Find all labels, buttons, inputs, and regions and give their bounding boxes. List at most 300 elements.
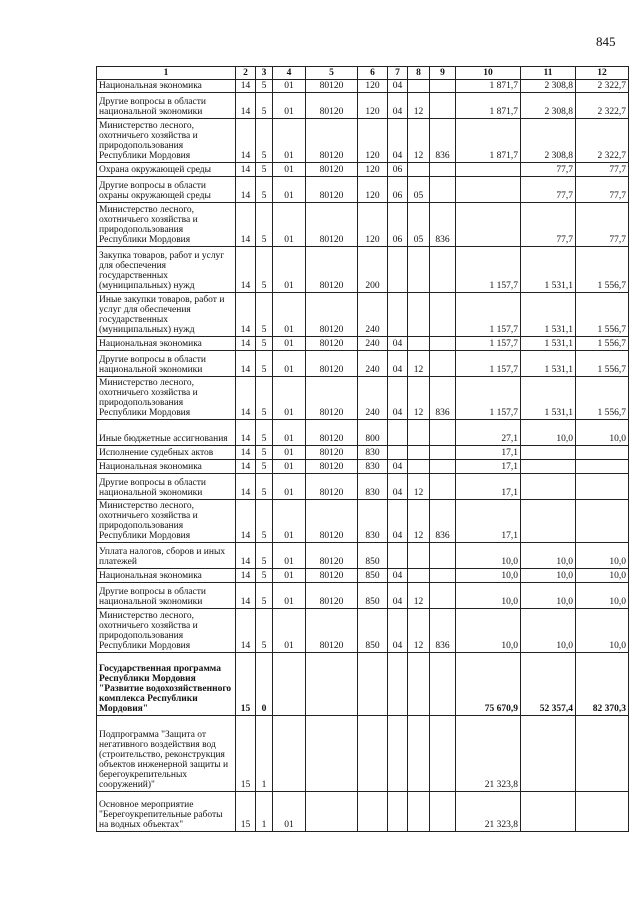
row-value-cell bbox=[521, 474, 576, 500]
row-value-cell: 830 bbox=[358, 460, 388, 474]
row-value-cell: 77,7 bbox=[521, 203, 576, 247]
page-number: 845 bbox=[596, 34, 616, 49]
row-value-cell bbox=[456, 203, 521, 247]
row-value-cell: 01 bbox=[273, 293, 306, 337]
row-label-cell: Закупка товаров, работ и услуг для обеспечения государственных (муниципальных) нужд bbox=[97, 247, 236, 293]
row-value-cell: 1 531,1 bbox=[521, 351, 576, 377]
row-label-cell: Другие вопросы в области национальной экономики bbox=[97, 93, 236, 119]
row-value-cell: 836 bbox=[430, 609, 456, 653]
row-value-cell bbox=[430, 792, 456, 832]
row-value-cell: 04 bbox=[388, 569, 408, 583]
row-value-cell bbox=[576, 500, 629, 543]
row-value-cell: 830 bbox=[358, 500, 388, 543]
row-value-cell bbox=[408, 716, 430, 792]
row-value-cell bbox=[521, 716, 576, 792]
row-value-cell: 80120 bbox=[306, 177, 358, 203]
row-value-cell: 15 bbox=[236, 792, 256, 832]
column-header: 12 bbox=[576, 67, 629, 80]
row-value-cell bbox=[358, 716, 388, 792]
row-value-cell bbox=[576, 460, 629, 474]
row-value-cell bbox=[388, 420, 408, 446]
row-value-cell bbox=[430, 420, 456, 446]
row-value-cell: 15 bbox=[236, 653, 256, 716]
row-value-cell: 830 bbox=[358, 446, 388, 460]
row-value-cell: 80120 bbox=[306, 203, 358, 247]
row-value-cell bbox=[408, 446, 430, 460]
row-value-cell: 77,7 bbox=[521, 163, 576, 177]
row-value-cell: 12 bbox=[408, 583, 430, 609]
row-value-cell: 80120 bbox=[306, 351, 358, 377]
row-value-cell bbox=[430, 163, 456, 177]
row-value-cell: 850 bbox=[358, 569, 388, 583]
table-row bbox=[97, 377, 629, 420]
table-row bbox=[97, 474, 629, 500]
row-value-cell bbox=[408, 792, 430, 832]
row-value-cell: 01 bbox=[273, 377, 306, 420]
row-value-cell: 120 bbox=[358, 119, 388, 163]
row-value-cell: 800 bbox=[358, 420, 388, 446]
row-value-cell: 14 bbox=[236, 163, 256, 177]
row-value-cell: 5 bbox=[256, 163, 273, 177]
column-header: 7 bbox=[388, 67, 408, 80]
row-value-cell: 14 bbox=[236, 293, 256, 337]
row-value-cell bbox=[388, 792, 408, 832]
row-value-cell bbox=[521, 460, 576, 474]
row-value-cell bbox=[273, 653, 306, 716]
row-label-cell: Национальная экономика bbox=[97, 460, 236, 474]
row-value-cell: 0 bbox=[256, 653, 273, 716]
row-label-cell: Основное мероприятие "Берегоукрепительные работы на водных объектах" bbox=[97, 792, 236, 832]
row-value-cell: 2 308,8 bbox=[521, 80, 576, 93]
row-value-cell bbox=[430, 177, 456, 203]
row-value-cell: 5 bbox=[256, 420, 273, 446]
row-value-cell: 10,0 bbox=[521, 420, 576, 446]
table-row bbox=[97, 583, 629, 609]
row-value-cell: 240 bbox=[358, 293, 388, 337]
row-value-cell: 10,0 bbox=[521, 583, 576, 609]
row-value-cell: 01 bbox=[273, 337, 306, 351]
row-label-cell: Министерство лесного, охотничьего хозяйства и природопользования Республики Мордовия bbox=[97, 609, 236, 653]
row-value-cell: 01 bbox=[273, 543, 306, 569]
row-value-cell: 5 bbox=[256, 460, 273, 474]
row-value-cell: 01 bbox=[273, 583, 306, 609]
row-value-cell: 80120 bbox=[306, 583, 358, 609]
row-value-cell: 80120 bbox=[306, 163, 358, 177]
row-value-cell: 1 157,7 bbox=[456, 247, 521, 293]
row-value-cell: 80120 bbox=[306, 337, 358, 351]
row-value-cell: 10,0 bbox=[576, 609, 629, 653]
row-label-cell: Иные закупки товаров, работ и услуг для обеспечения государственных (муниципальных) нужд bbox=[97, 293, 236, 337]
row-value-cell bbox=[430, 474, 456, 500]
row-value-cell bbox=[408, 569, 430, 583]
row-value-cell: 2 322,7 bbox=[576, 80, 629, 93]
row-value-cell bbox=[430, 337, 456, 351]
row-value-cell: 5 bbox=[256, 351, 273, 377]
table-row bbox=[97, 716, 629, 792]
row-value-cell: 80120 bbox=[306, 609, 358, 653]
row-value-cell: 04 bbox=[388, 460, 408, 474]
row-value-cell: 5 bbox=[256, 293, 273, 337]
row-value-cell: 120 bbox=[358, 163, 388, 177]
row-value-cell: 830 bbox=[358, 474, 388, 500]
row-label-cell: Государственная программа Республики Мордовия "Развитие водохозяйственного комплекса Республики Мордовия" bbox=[97, 653, 236, 716]
row-value-cell: 80120 bbox=[306, 247, 358, 293]
row-value-cell bbox=[456, 163, 521, 177]
row-value-cell bbox=[430, 293, 456, 337]
row-value-cell bbox=[388, 653, 408, 716]
row-value-cell: 1 157,7 bbox=[456, 351, 521, 377]
row-value-cell: 10,0 bbox=[521, 609, 576, 653]
row-value-cell: 01 bbox=[273, 247, 306, 293]
row-value-cell: 14 bbox=[236, 93, 256, 119]
row-value-cell bbox=[388, 446, 408, 460]
column-header: 5 bbox=[306, 67, 358, 80]
row-value-cell: 04 bbox=[388, 377, 408, 420]
row-label-cell: Уплата налогов, сборов и иных платежей bbox=[97, 543, 236, 569]
row-value-cell: 52 357,4 bbox=[521, 653, 576, 716]
row-value-cell: 1 871,7 bbox=[456, 93, 521, 119]
table-row bbox=[97, 609, 629, 653]
row-value-cell: 5 bbox=[256, 543, 273, 569]
row-value-cell: 1 157,7 bbox=[456, 337, 521, 351]
table-row bbox=[97, 203, 629, 247]
row-value-cell bbox=[576, 446, 629, 460]
row-value-cell: 01 bbox=[273, 80, 306, 93]
row-value-cell: 04 bbox=[388, 337, 408, 351]
row-value-cell bbox=[430, 80, 456, 93]
row-value-cell bbox=[388, 543, 408, 569]
row-value-cell: 850 bbox=[358, 583, 388, 609]
row-value-cell: 1 556,7 bbox=[576, 377, 629, 420]
row-value-cell: 5 bbox=[256, 337, 273, 351]
column-header: 9 bbox=[430, 67, 456, 80]
row-value-cell: 14 bbox=[236, 446, 256, 460]
row-value-cell: 01 bbox=[273, 177, 306, 203]
row-value-cell: 12 bbox=[408, 119, 430, 163]
row-value-cell bbox=[306, 716, 358, 792]
row-value-cell: 04 bbox=[388, 93, 408, 119]
row-value-cell: 01 bbox=[273, 446, 306, 460]
row-value-cell: 120 bbox=[358, 177, 388, 203]
row-value-cell: 14 bbox=[236, 583, 256, 609]
column-header: 1 bbox=[97, 67, 236, 80]
column-header: 11 bbox=[521, 67, 576, 80]
row-value-cell: 05 bbox=[408, 203, 430, 247]
header-row bbox=[97, 67, 629, 80]
table-row bbox=[97, 177, 629, 203]
row-value-cell: 5 bbox=[256, 93, 273, 119]
row-value-cell: 5 bbox=[256, 474, 273, 500]
row-label-cell: Исполнение судебных актов bbox=[97, 446, 236, 460]
row-value-cell: 240 bbox=[358, 337, 388, 351]
row-value-cell: 5 bbox=[256, 609, 273, 653]
row-value-cell: 5 bbox=[256, 247, 273, 293]
row-value-cell: 80120 bbox=[306, 377, 358, 420]
row-value-cell: 5 bbox=[256, 80, 273, 93]
row-value-cell: 01 bbox=[273, 163, 306, 177]
row-value-cell: 04 bbox=[388, 80, 408, 93]
row-value-cell: 1 157,7 bbox=[456, 293, 521, 337]
row-value-cell: 14 bbox=[236, 351, 256, 377]
row-value-cell: 04 bbox=[388, 609, 408, 653]
row-value-cell bbox=[408, 247, 430, 293]
row-value-cell: 17,1 bbox=[456, 500, 521, 543]
row-value-cell: 14 bbox=[236, 203, 256, 247]
row-value-cell: 01 bbox=[273, 119, 306, 163]
row-value-cell: 06 bbox=[388, 203, 408, 247]
row-value-cell: 80120 bbox=[306, 460, 358, 474]
row-label-cell: Министерство лесного, охотничьего хозяйства и природопользования Республики Мордовия bbox=[97, 203, 236, 247]
row-value-cell: 77,7 bbox=[576, 177, 629, 203]
row-value-cell bbox=[521, 446, 576, 460]
row-value-cell bbox=[408, 460, 430, 474]
row-value-cell: 01 bbox=[273, 420, 306, 446]
row-value-cell: 82 370,3 bbox=[576, 653, 629, 716]
row-value-cell: 1 556,7 bbox=[576, 351, 629, 377]
row-value-cell: 80120 bbox=[306, 119, 358, 163]
row-value-cell: 80120 bbox=[306, 474, 358, 500]
row-value-cell: 14 bbox=[236, 177, 256, 203]
row-value-cell bbox=[388, 247, 408, 293]
row-value-cell: 04 bbox=[388, 583, 408, 609]
row-value-cell: 80120 bbox=[306, 93, 358, 119]
row-value-cell bbox=[408, 163, 430, 177]
column-header: 3 bbox=[256, 67, 273, 80]
row-value-cell: 10,0 bbox=[576, 420, 629, 446]
table-row bbox=[97, 792, 629, 832]
row-value-cell: 04 bbox=[388, 351, 408, 377]
row-value-cell: 836 bbox=[430, 377, 456, 420]
row-value-cell: 2 308,8 bbox=[521, 119, 576, 163]
row-value-cell: 10,0 bbox=[456, 543, 521, 569]
column-header: 4 bbox=[273, 67, 306, 80]
row-value-cell: 14 bbox=[236, 119, 256, 163]
row-value-cell bbox=[430, 247, 456, 293]
row-value-cell bbox=[273, 716, 306, 792]
row-value-cell: 12 bbox=[408, 377, 430, 420]
row-value-cell: 240 bbox=[358, 351, 388, 377]
row-value-cell: 1 157,7 bbox=[456, 377, 521, 420]
row-value-cell: 17,1 bbox=[456, 460, 521, 474]
row-value-cell: 12 bbox=[408, 351, 430, 377]
row-value-cell: 21 323,8 bbox=[456, 792, 521, 832]
row-value-cell bbox=[576, 792, 629, 832]
row-value-cell: 1 bbox=[256, 792, 273, 832]
row-value-cell: 1 bbox=[256, 716, 273, 792]
row-label-cell: Министерство лесного, охотничьего хозяйства и природопользования Республики Мордовия bbox=[97, 119, 236, 163]
table-body bbox=[97, 80, 629, 832]
row-value-cell: 04 bbox=[388, 500, 408, 543]
row-value-cell: 75 670,9 bbox=[456, 653, 521, 716]
table-row bbox=[97, 653, 629, 716]
column-header: 10 bbox=[456, 67, 521, 80]
row-value-cell: 80120 bbox=[306, 543, 358, 569]
row-value-cell: 836 bbox=[430, 119, 456, 163]
row-value-cell: 14 bbox=[236, 569, 256, 583]
row-value-cell: 10,0 bbox=[521, 543, 576, 569]
row-value-cell bbox=[430, 716, 456, 792]
row-value-cell: 10,0 bbox=[456, 583, 521, 609]
row-value-cell: 5 bbox=[256, 119, 273, 163]
row-value-cell: 80120 bbox=[306, 500, 358, 543]
row-value-cell: 80120 bbox=[306, 80, 358, 93]
row-value-cell: 01 bbox=[273, 569, 306, 583]
row-value-cell: 10,0 bbox=[576, 569, 629, 583]
row-value-cell: 2 322,7 bbox=[576, 119, 629, 163]
row-value-cell: 77,7 bbox=[576, 203, 629, 247]
row-value-cell: 10,0 bbox=[456, 609, 521, 653]
row-value-cell: 200 bbox=[358, 247, 388, 293]
row-value-cell: 1 531,1 bbox=[521, 377, 576, 420]
row-value-cell: 14 bbox=[236, 474, 256, 500]
row-value-cell: 1 871,7 bbox=[456, 119, 521, 163]
row-value-cell: 12 bbox=[408, 474, 430, 500]
budget-table bbox=[96, 66, 629, 832]
row-value-cell: 14 bbox=[236, 80, 256, 93]
row-value-cell bbox=[430, 351, 456, 377]
row-value-cell bbox=[430, 583, 456, 609]
row-value-cell: 01 bbox=[273, 203, 306, 247]
row-value-cell bbox=[430, 569, 456, 583]
table-row bbox=[97, 93, 629, 119]
table-row bbox=[97, 247, 629, 293]
row-label-cell: Министерство лесного, охотничьего хозяйства и природопользования Республики Мордовия bbox=[97, 377, 236, 420]
row-value-cell: 14 bbox=[236, 500, 256, 543]
row-value-cell: 12 bbox=[408, 609, 430, 653]
row-value-cell: 5 bbox=[256, 377, 273, 420]
row-value-cell: 5 bbox=[256, 177, 273, 203]
row-value-cell: 80120 bbox=[306, 569, 358, 583]
row-value-cell: 06 bbox=[388, 163, 408, 177]
row-value-cell bbox=[430, 543, 456, 569]
row-value-cell bbox=[456, 177, 521, 203]
row-value-cell bbox=[408, 653, 430, 716]
row-value-cell bbox=[430, 446, 456, 460]
row-value-cell: 14 bbox=[236, 377, 256, 420]
column-header: 6 bbox=[358, 67, 388, 80]
row-value-cell: 2 322,7 bbox=[576, 93, 629, 119]
row-value-cell: 01 bbox=[273, 351, 306, 377]
row-value-cell bbox=[358, 653, 388, 716]
row-value-cell bbox=[408, 337, 430, 351]
row-value-cell bbox=[430, 460, 456, 474]
table-row bbox=[97, 163, 629, 177]
row-value-cell: 1 871,7 bbox=[456, 80, 521, 93]
row-value-cell: 14 bbox=[236, 609, 256, 653]
row-value-cell: 10,0 bbox=[576, 583, 629, 609]
table-row bbox=[97, 500, 629, 543]
table-row bbox=[97, 543, 629, 569]
row-value-cell: 2 308,8 bbox=[521, 93, 576, 119]
row-label-cell: Национальная экономика bbox=[97, 569, 236, 583]
row-value-cell: 77,7 bbox=[576, 163, 629, 177]
row-value-cell: 120 bbox=[358, 93, 388, 119]
row-value-cell: 01 bbox=[273, 460, 306, 474]
row-value-cell: 836 bbox=[430, 500, 456, 543]
row-value-cell: 01 bbox=[273, 609, 306, 653]
row-value-cell: 836 bbox=[430, 203, 456, 247]
row-value-cell bbox=[430, 93, 456, 119]
row-label-cell: Национальная экономика bbox=[97, 80, 236, 93]
row-value-cell bbox=[430, 653, 456, 716]
row-value-cell bbox=[521, 500, 576, 543]
row-value-cell: 14 bbox=[236, 337, 256, 351]
row-value-cell: 77,7 bbox=[521, 177, 576, 203]
column-header: 2 bbox=[236, 67, 256, 80]
table-row bbox=[97, 80, 629, 93]
row-value-cell: 04 bbox=[388, 119, 408, 163]
table-row bbox=[97, 293, 629, 337]
row-value-cell: 12 bbox=[408, 93, 430, 119]
row-value-cell: 05 bbox=[408, 177, 430, 203]
row-value-cell: 10,0 bbox=[456, 569, 521, 583]
row-value-cell bbox=[521, 792, 576, 832]
row-value-cell: 5 bbox=[256, 569, 273, 583]
table-row bbox=[97, 119, 629, 163]
row-value-cell: 17,1 bbox=[456, 474, 521, 500]
table-row bbox=[97, 569, 629, 583]
row-value-cell: 14 bbox=[236, 247, 256, 293]
row-label-cell: Другие вопросы в области национальной экономики bbox=[97, 583, 236, 609]
row-value-cell: 01 bbox=[273, 93, 306, 119]
row-value-cell: 10,0 bbox=[521, 569, 576, 583]
row-value-cell: 240 bbox=[358, 377, 388, 420]
row-label-cell: Национальная экономика bbox=[97, 337, 236, 351]
row-value-cell: 80120 bbox=[306, 446, 358, 460]
row-value-cell: 5 bbox=[256, 500, 273, 543]
column-header: 8 bbox=[408, 67, 430, 80]
row-value-cell: 850 bbox=[358, 609, 388, 653]
row-value-cell: 5 bbox=[256, 446, 273, 460]
row-value-cell: 14 bbox=[236, 420, 256, 446]
row-value-cell: 17,1 bbox=[456, 446, 521, 460]
row-value-cell: 06 bbox=[388, 177, 408, 203]
row-value-cell: 5 bbox=[256, 203, 273, 247]
row-value-cell bbox=[306, 792, 358, 832]
row-value-cell: 14 bbox=[236, 460, 256, 474]
row-value-cell: 01 bbox=[273, 474, 306, 500]
row-label-cell: Подпрограмма "Защита от негативного воздействия вод (строительство, реконструкция объектов инженерной защиты и берегоукрепительных сооружений)" bbox=[97, 716, 236, 792]
row-value-cell bbox=[408, 293, 430, 337]
row-value-cell: 01 bbox=[273, 500, 306, 543]
row-value-cell: 850 bbox=[358, 543, 388, 569]
row-label-cell: Охрана окружающей среды bbox=[97, 163, 236, 177]
row-label-cell: Другие вопросы в области национальной экономики bbox=[97, 351, 236, 377]
row-value-cell bbox=[408, 420, 430, 446]
row-value-cell: 04 bbox=[388, 474, 408, 500]
table-row bbox=[97, 351, 629, 377]
row-value-cell: 14 bbox=[236, 543, 256, 569]
table-row bbox=[97, 337, 629, 351]
row-value-cell: 80120 bbox=[306, 420, 358, 446]
table-row bbox=[97, 420, 629, 446]
row-value-cell bbox=[576, 716, 629, 792]
row-label-cell: Другие вопросы в области национальной экономики bbox=[97, 474, 236, 500]
row-label-cell: Иные бюджетные ассигнования bbox=[97, 420, 236, 446]
row-value-cell bbox=[388, 293, 408, 337]
row-value-cell: 1 531,1 bbox=[521, 293, 576, 337]
row-label-cell: Министерство лесного, охотничьего хозяйства и природопользования Республики Мордовия bbox=[97, 500, 236, 543]
row-value-cell: 1 531,1 bbox=[521, 337, 576, 351]
row-value-cell: 21 323,8 bbox=[456, 716, 521, 792]
row-value-cell bbox=[306, 653, 358, 716]
row-value-cell: 15 bbox=[236, 716, 256, 792]
row-value-cell: 01 bbox=[273, 792, 306, 832]
table-row bbox=[97, 446, 629, 460]
row-value-cell: 1 556,7 bbox=[576, 247, 629, 293]
row-value-cell: 1 531,1 bbox=[521, 247, 576, 293]
row-value-cell bbox=[358, 792, 388, 832]
